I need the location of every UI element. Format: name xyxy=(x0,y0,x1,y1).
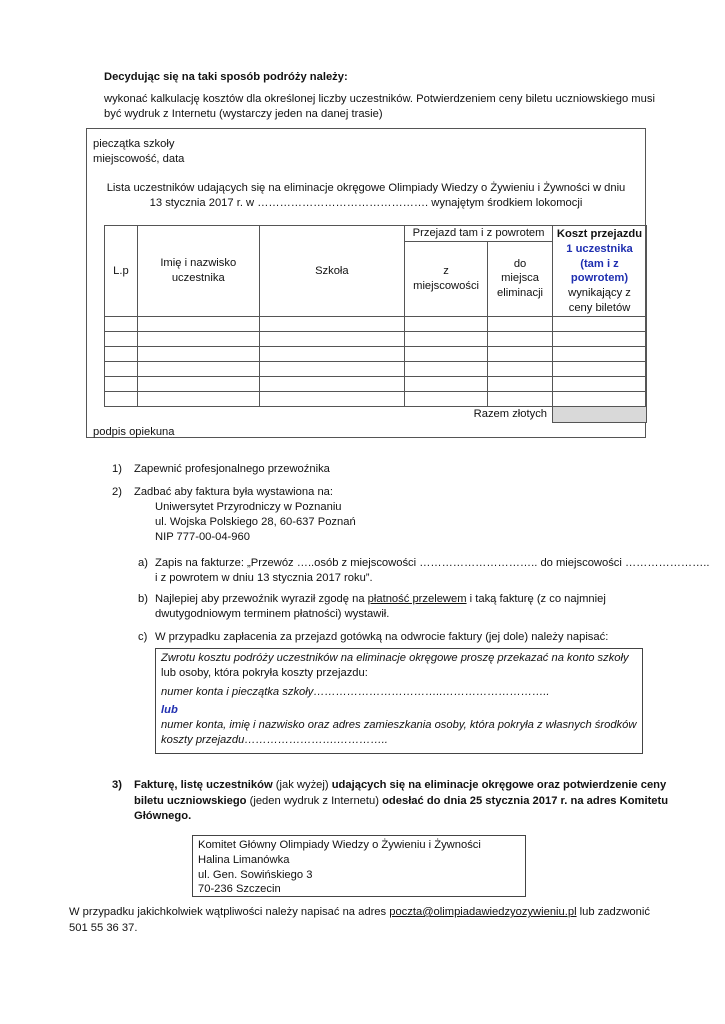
sub-c-number: c) xyxy=(138,631,148,643)
sub-c-text: W przypadku zapłacenia za przejazd gotówką na odwrocie faktury (jej dole) należy napisać: xyxy=(155,631,609,643)
committee-line-3: ul. Gen. Sowińskiego 3 xyxy=(198,868,313,881)
cost-title: Koszt przejazdu xyxy=(556,228,643,240)
col-from-header: z miejscowości xyxy=(405,241,488,316)
col-cost-header xyxy=(553,226,647,317)
invoice-address-line-1: Uniwersytet Przyrodniczy w Poznaniu xyxy=(155,501,342,513)
list-title-line-2: 13 stycznia 2017 r. w ………………………………………. wynajętym środkiem lokomocji xyxy=(149,197,583,209)
table-row xyxy=(105,391,647,406)
committee-address xyxy=(198,838,481,897)
invoice-address-line-3: NIP 777-00-04-960 xyxy=(155,530,250,543)
footer-line-1: W przypadku jakichkolwiek wątpliwości należy napisać na adres poczta@olimpiadawiedzyozywieniu.pl lub zadzwonić xyxy=(69,906,650,918)
table-row xyxy=(105,316,647,331)
sub-a-line-1: Zapis na fakturze: „Przewóz …..osób z miejscowości ………………………….. do miejscowości ………………….. xyxy=(155,557,710,569)
guardian-signature-label: podpis opiekuna xyxy=(93,426,175,438)
sub-b-line-1: Najlepiej aby przewoźnik wyraził zgodę na płatność przelewem i taką fakturę (z co najmniej xyxy=(155,593,606,605)
step-3-number: 3) xyxy=(112,779,122,791)
transfer-payment-text: płatność przelewem xyxy=(367,593,467,605)
table-row xyxy=(105,376,647,391)
participants-table xyxy=(104,225,647,423)
contact-email-link[interactable]: poczta@olimpiadawiedzyozywieniu.pl xyxy=(389,906,577,918)
sub-b-line-2: dwutygodniowym terminem płatności) wystawił. xyxy=(155,608,390,620)
committee-line-4: 70-236 Szczecin xyxy=(198,883,281,896)
note-line-3: numer konta i pieczątka szkoły……………………………..……………………….. xyxy=(161,686,550,698)
cost-per-participant: 1 uczestnika (tam i z powrotem) xyxy=(566,242,633,285)
list-title-line-1: Lista uczestników udających się na eliminacje okręgowe Olimpiady Wiedzy o Żywieniu i Żywności w dniu xyxy=(106,182,626,194)
total-value-cell xyxy=(553,406,647,422)
sub-a-number: a) xyxy=(138,557,148,569)
cost-note: wynikający z ceny biletów xyxy=(568,287,631,314)
step-3-line-1: Fakturę, listę uczestników (jak wyżej) udających się na eliminacje okręgowe oraz potwierdzenie ceny xyxy=(134,779,667,791)
invoice-address xyxy=(155,500,356,544)
intro-line-2: być wydruk z Internetu (wystarczy jeden na danej trasie) xyxy=(104,108,383,120)
sub-a-line-2: i z powrotem w dniu 13 stycznia 2017 roku”. xyxy=(155,572,373,584)
sub-b-number: b) xyxy=(138,593,148,605)
invoice-address-line-2: ul. Wojska Polskiego 28, 60-637 Poznań xyxy=(155,515,356,528)
note-line-1: Zwrotu kosztu podróży uczestników na eliminacje okręgowe proszę przekazać na konto szkoły xyxy=(161,652,629,664)
intro-line-1: wykonać kalkulację kosztów dla określonej liczby uczestników. Potwierdzeniem ceny biletu uczniowskiego musi xyxy=(104,93,655,105)
place-date-label: miejscowość, data xyxy=(93,153,185,165)
table-row xyxy=(105,346,647,361)
school-stamp-label: pieczątka szkoły xyxy=(93,138,175,150)
col-name-header: Imię i nazwisko uczestnika xyxy=(137,226,259,317)
step-3-line-2: biletu uczniowskiego (jeden wydruk z Internetu) odesłać do dnia 25 stycznia 2017 r. na adres Komitetu xyxy=(134,795,669,807)
step-1-number: 1) xyxy=(112,463,122,475)
table-row xyxy=(105,361,647,376)
intro-heading: Decydując się na taki sposób podróży należy: xyxy=(104,71,348,83)
step-2-number: 2) xyxy=(112,486,122,498)
step-2-text: Zadbać aby faktura była wystawiona na: xyxy=(134,486,333,498)
col-travel-header: Przejazd tam i z powrotem xyxy=(405,226,553,242)
step-1-text: Zapewnić profesjonalnego przewoźnika xyxy=(134,463,330,475)
note-or: lub xyxy=(161,704,178,716)
col-to-header: do miejsca eliminacji xyxy=(488,241,553,316)
contact-phone: 501 55 36 37. xyxy=(69,922,138,934)
committee-line-1: Komitet Główny Olimpiady Wiedzy o Żywieniu i Żywności xyxy=(198,839,481,851)
committee-line-2: Halina Limanówka xyxy=(198,853,290,866)
table-row xyxy=(105,331,647,346)
note-line-4: numer konta, imię i nazwisko oraz adres zamieszkania osoby, która pokryła z własnych środków xyxy=(161,719,637,731)
step-3-line-3: Głównego. xyxy=(134,810,192,822)
col-lp-header: L.p xyxy=(105,226,138,317)
note-line-2: lub osoby, która pokryła koszty przejazdu: xyxy=(161,667,368,679)
col-school-header: Szkoła xyxy=(259,226,405,317)
note-line-5: koszty przejazdu…………………….………….. xyxy=(161,734,388,746)
total-label: Razem złotych xyxy=(105,406,553,422)
